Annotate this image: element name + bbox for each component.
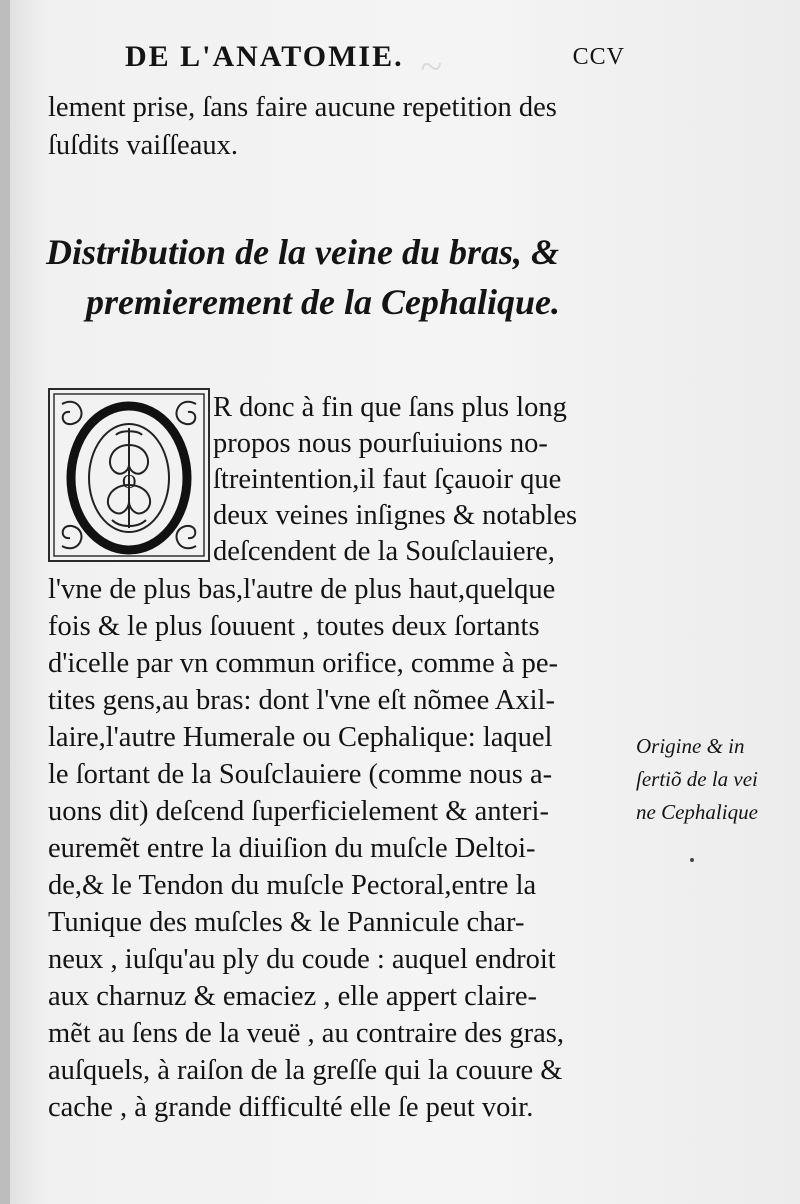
text-line: laire,l'autre Humerale ou Cephalique: laquel xyxy=(48,722,553,753)
page-header xyxy=(125,40,625,80)
page-number: CCV xyxy=(572,44,625,70)
text-line: cache , à grande difficulté elle ſe peut voir. xyxy=(48,1092,534,1123)
section-title-line: Distribution de la veine du bras, & xyxy=(46,232,560,272)
text-line: aux charnuz & emaciez , elle appert claire- xyxy=(48,981,537,1012)
text-line: d'icelle par vn commun orifice, comme à pe- xyxy=(48,648,559,679)
ornament-icon xyxy=(50,390,208,560)
text-line: propos nous pourſuiuions no- xyxy=(213,428,548,459)
text-line: auſquels, à raiſon de la greſſe qui la couure & xyxy=(48,1055,563,1086)
text-line: deſcendent de la Souſclauiere, xyxy=(213,536,555,567)
text-line: neux , iuſqu'au ply du coude : auquel endroit xyxy=(48,944,556,975)
text-line: uons dit) deſcend ſuperficielement & anteri- xyxy=(48,796,549,827)
ink-speck xyxy=(690,858,694,862)
text-line: mẽt au ſens de la veuë , au contraire des gras, xyxy=(48,1018,564,1049)
svg-text:O: O xyxy=(122,471,137,493)
text-line: l'vne de plus bas,l'autre de plus haut,quelque xyxy=(48,574,556,605)
decorated-initial-letter xyxy=(48,388,210,562)
text-line: de,& le Tendon du muſcle Pectoral,entre la xyxy=(48,870,537,901)
text-line: R donc à fin que ſans plus long xyxy=(213,392,567,423)
text-line: deux veines inſignes & notables xyxy=(213,500,578,531)
running-head: DE L'ANATOMIE. xyxy=(125,40,404,73)
page-gutter xyxy=(0,0,10,1204)
intro-line: ſuſdits vaiſſeaux. xyxy=(48,130,238,161)
text-line: ſtreintention,il faut ſçauoir que xyxy=(213,464,562,495)
margin-note-line: ne Cephalique xyxy=(636,800,758,824)
text-line: Tunique des muſcles & le Pannicule char- xyxy=(48,907,525,938)
text-line: le ſortant de la Souſclauiere (comme nous a- xyxy=(48,759,553,790)
intro-line: lement prise, ſans faire aucune repetition des xyxy=(48,92,557,123)
section-title-line: premierement de la Cephalique. xyxy=(86,282,560,322)
text-line: fois & le plus ſouuent , toutes deux ſortants xyxy=(48,611,540,642)
margin-note-line: Origine & in xyxy=(636,734,745,758)
text-line: euremẽt entre la diuiſion du muſcle Deltoi- xyxy=(48,833,536,864)
margin-note-line: ſertiõ de la vei xyxy=(636,767,758,791)
text-line: tites gens,au bras: dont l'vne eſt nõmee Axil- xyxy=(48,685,555,716)
